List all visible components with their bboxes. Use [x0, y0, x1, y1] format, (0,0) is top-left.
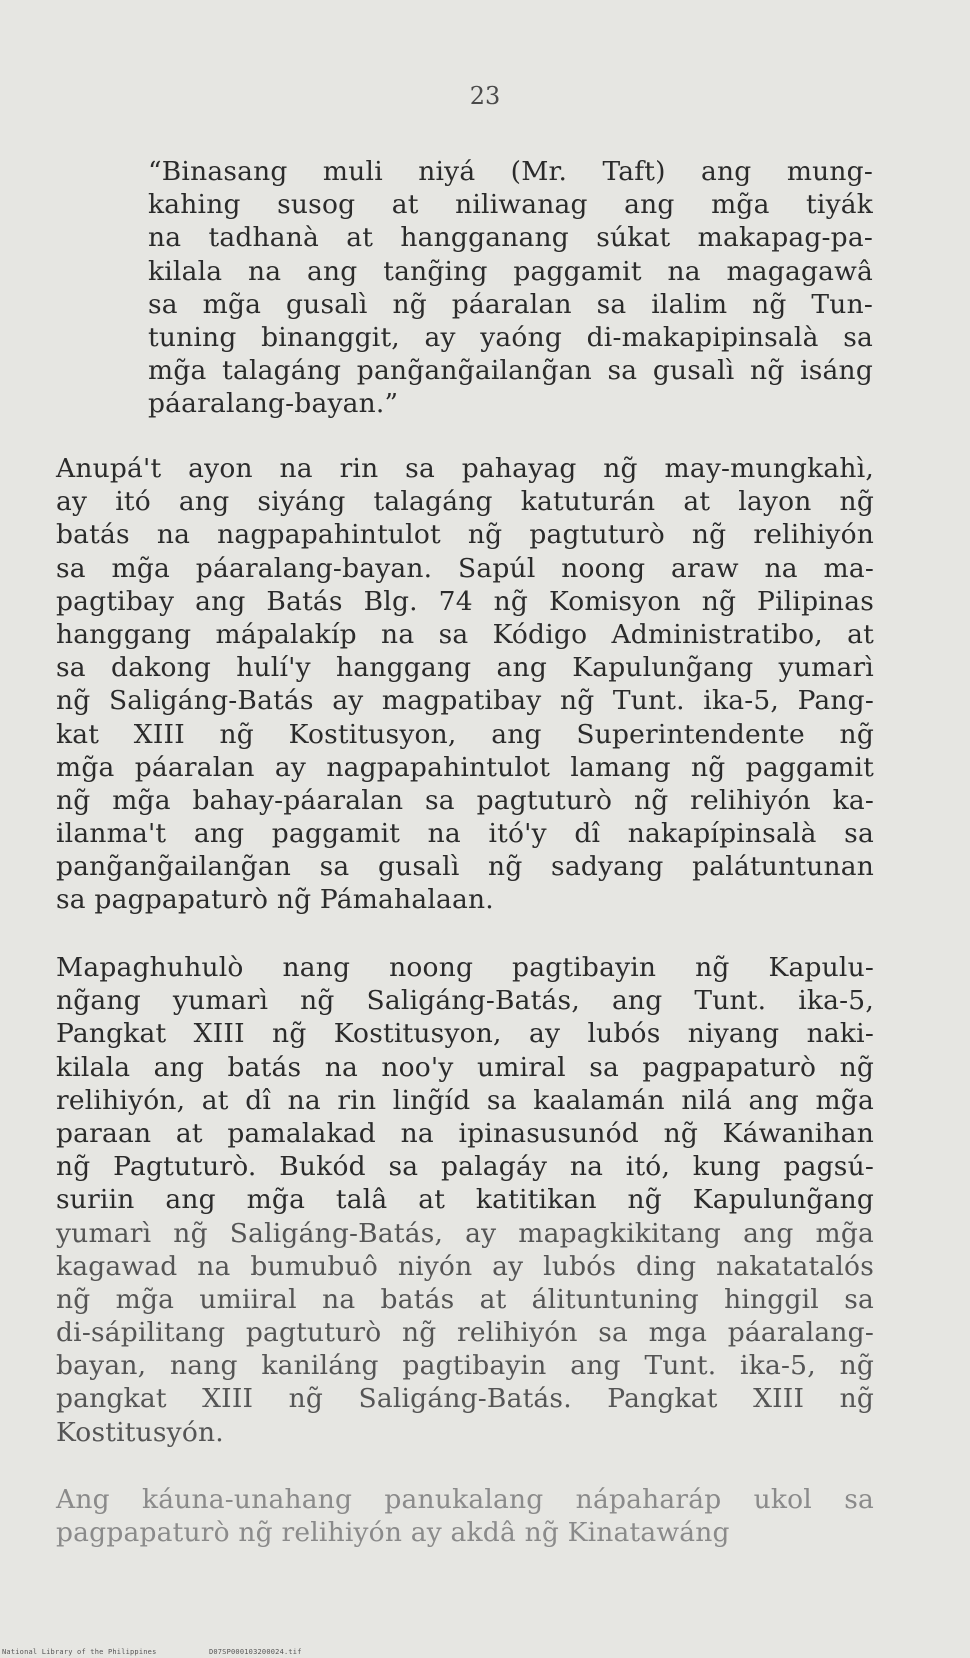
- text-line: sa mg̃a páaralang-bayan. Sapúl noong araw na ma-: [56, 552, 874, 584]
- text-line: Anupá't ayon na rin sa pahayag ng̃ may-mungkahì,: [56, 453, 874, 484]
- text-line: ng̃ mg̃a bahay-páaralan sa pagtuturò ng̃ relihiyón ka-: [56, 784, 874, 816]
- text-line: kagawad na bumubuô niyón ay lubós ding nakatatalós: [56, 1250, 874, 1282]
- text-line: batás na nagpapahintulot ng̃ pagtuturò ng̃ relihiyón: [56, 519, 874, 551]
- text-line: Pangkat XIII ng̃ Kostitusyon, ay lubós niyang naki-: [56, 1018, 874, 1050]
- file-name: D07SP000103200024.tif: [208, 1648, 302, 1656]
- page-number: 23: [469, 82, 501, 110]
- text-line: kat XIII ng̃ Kostitusyon, ang Superintendente ng̃: [56, 718, 874, 750]
- text-line: “Binasang muli niyá (Mr. Taft) ang mung-: [148, 156, 873, 187]
- text-line: hanggang mápalakíp na sa Kódigo Administratibo, at: [56, 618, 874, 650]
- text-line: Kostitusyón.: [56, 1416, 224, 1448]
- text-line: kilala na ang tang̃ing paggamit na magagawâ: [148, 255, 873, 287]
- text-line: ng̃ang yumarì ng̃ Saligáng-Batás, ang Tunt. ika-5,: [56, 985, 874, 1017]
- text-line: Mapaghuhulò nang noong pagtibayin ng̃ Kapulu-: [56, 952, 874, 983]
- text-line: mg̃a talagáng pang̃ang̃ailang̃an sa gusalì ng̃ isáng: [148, 355, 873, 387]
- text-line: Ang káuna-unahang panukalang nápaharáp ukol sa: [56, 1484, 874, 1515]
- text-line: ng̃ Saligáng-Batás ay magpatibay ng̃ Tunt. ika-5, Pang-: [56, 685, 874, 717]
- text-line: na tadhanà at hangganang súkat makapag-pa-: [148, 222, 873, 254]
- text-line: paraan at pamalakad na ipinasusunód ng̃ Káwanihan: [56, 1117, 874, 1149]
- scan-footer: [2, 1648, 350, 1656]
- text-line: pagpapaturò ng̃ relihiyón ay akdâ ng̃ Kinatawáng: [56, 1517, 730, 1549]
- paragraph-1: [56, 452, 874, 917]
- text-line: ng̃ mg̃a umiiral na batás at álituntuning hinggil sa: [56, 1283, 874, 1315]
- text-line: sa dakong hulí'y hanggang ang Kapulung̃ang yumarì: [56, 652, 874, 684]
- text-line: pangkat XIII ng̃ Saligáng-Batás. Pangkat XIII ng̃: [56, 1383, 874, 1415]
- text-line: suriin ang mg̃a talâ at katitikan ng̃ Kapulung̃ang: [56, 1184, 874, 1216]
- text-line: ay itó ang siyáng talagáng katuturán at layon ng̃: [56, 486, 874, 518]
- paragraph-2: [56, 951, 874, 1449]
- text-line: ng̃ Pagtuturò. Bukód sa palagáy na itó, kung pagsú-: [56, 1151, 874, 1183]
- text-line: kahing susog at niliwanag ang mg̃a tiyák: [148, 189, 873, 221]
- text-line: di-sápilitang pagtuturò ng̃ relihiyón sa mga páaralang-: [56, 1317, 874, 1349]
- paragraph-3: [56, 1483, 874, 1549]
- library-credit: National Library of the Philippines: [2, 1648, 157, 1656]
- text-line: pang̃ang̃ailang̃an sa gusalì ng̃ sadyang palátuntunan: [56, 851, 874, 883]
- text-line: bayan, nang kaniláng pagtibayin ang Tunt. ika-5, ng̃: [56, 1350, 874, 1382]
- text-line: sa mg̃a gusalì ng̃ páaralan sa ilalim ng̃ Tun-: [148, 288, 873, 320]
- text-line: tuning binanggit, ay yaóng di-makapipinsalà sa: [148, 321, 873, 353]
- text-line: páaralang-bayan.”: [148, 388, 399, 420]
- quote-paragraph: [148, 155, 873, 421]
- text-line: kilala ang batás na noo'y umiral sa pagpapaturò ng̃: [56, 1051, 874, 1083]
- text-line: relihiyón, at dî na rin ling̃íd sa kaalamán nilá ang mg̃a: [56, 1084, 874, 1116]
- text-line: mg̃a páaralan ay nagpapahintulot lamang ng̃ paggamit: [56, 751, 874, 783]
- text-line: yumarì ng̃ Saligáng-Batás, ay mapagkikitang ang mg̃a: [56, 1217, 874, 1249]
- text-line: sa pagpapaturò ng̃ Pámahalaan.: [56, 884, 494, 916]
- text-line: pagtibay ang Batás Blg. 74 ng̃ Komisyon ng̃ Pilipinas: [56, 585, 874, 617]
- text-line: ilanma't ang paggamit na itó'y dî nakapípinsalà sa: [56, 818, 874, 850]
